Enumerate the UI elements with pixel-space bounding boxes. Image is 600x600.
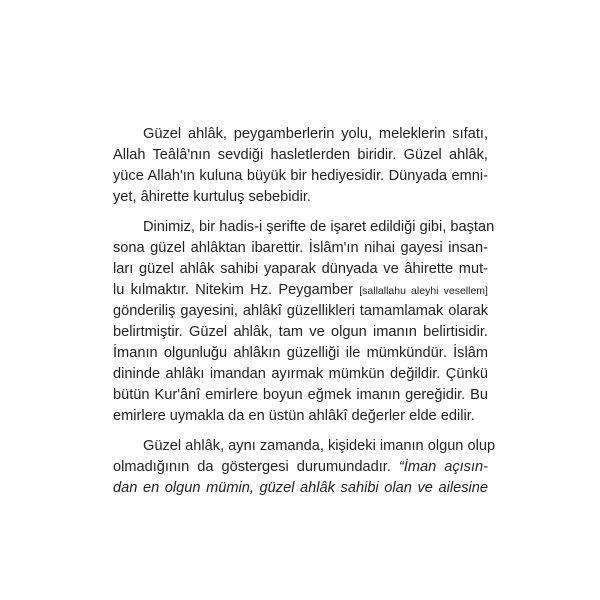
text-line: bütün Kur'ânî emirlere boyun eğmek imanın gereğidir. Bu — [113, 387, 488, 403]
text-line: Güzel ahlâk, aynı zamanda, kişideki imanın olgun olup — [143, 438, 496, 454]
hadith-quote: “İman açısın- — [398, 459, 488, 475]
text-line: sona güzel ahlâktan ibarettir. İslâm'ın nihai gayesi insan- — [113, 240, 488, 256]
salutation-note: [sallallahu aleyhi vesellem] — [359, 285, 488, 297]
text-line: yet, âhirette kurtuluş sebebidir. — [113, 189, 311, 205]
text-line: dininde ahlâkı imandan ayırmak mümkün değildir. Çünkü — [113, 366, 488, 382]
text-segment: lu kılmaktır. Nitekim Hz. Peygamber — [113, 282, 353, 298]
text-line: emirlere uymakla da en üstün ahlâkî değerler elde edilir. — [113, 408, 475, 424]
text-line: gönderiliş gayesini, ahlâkî güzellikleri tamamlamak olarak — [113, 303, 488, 319]
paragraph-3 — [113, 436, 496, 499]
text-line — [113, 280, 488, 301]
paragraph-2 — [113, 217, 495, 427]
text-line: Allah Teâlâ'nın sevdiği hasletlerden biridir. Güzel ahlâk, — [113, 147, 488, 163]
text-segment: olmadığının da göstergesi durumundadır. — [113, 459, 391, 475]
paragraph-1 — [113, 124, 488, 208]
text-line: belirtmiştir. Güzel ahlâk, tam ve olgun imanın belirtisidir. — [113, 324, 488, 340]
text-line: Güzel ahlâk, peygamberlerin yolu, meleklerin sıfatı, — [143, 126, 488, 142]
text-line: yüce Allah'ın kuluna büyük bir hediyesidir. Dünyada emni- — [113, 168, 488, 184]
text-line: İmanın olgunluğu ahlâkın güzelliği ile mümkündür. İslâm — [113, 345, 488, 361]
text-line — [113, 457, 488, 478]
text-line — [113, 478, 488, 499]
document-page — [113, 124, 496, 508]
text-line: ları güzel ahlâk sahibi yaparak dünyada ve âhirette mut- — [113, 261, 488, 277]
hadith-quote: dan en olgun mümin, güzel ahlâk sahibi olan ve ailesine — [113, 480, 488, 496]
text-line: Dinimiz, bir hadis-i şerifte de işaret edildiği gibi, baştan — [143, 219, 495, 235]
